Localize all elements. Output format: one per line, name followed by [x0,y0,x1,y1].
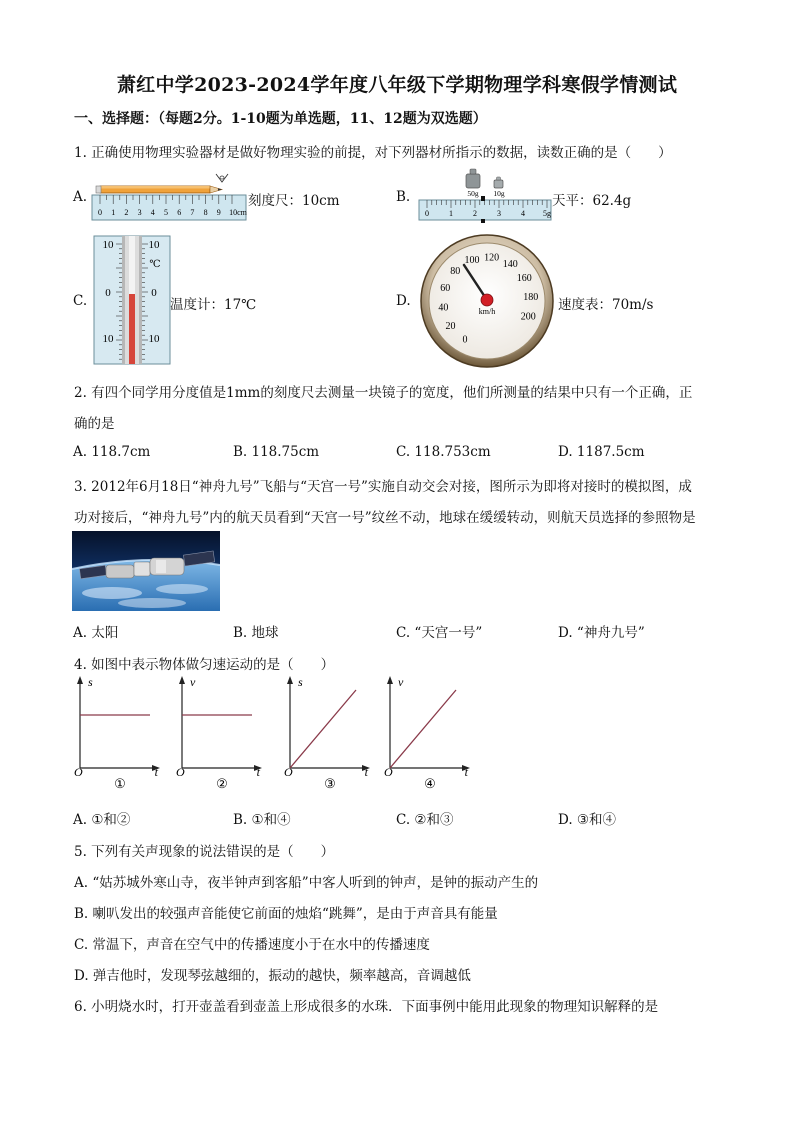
q5-option-a: A. “姑苏城外寒山寺，夜半钟声到客船”中客人听到的钟声，是钟的振动产生的 [74,875,539,891]
q3-option-a: A. 太阳 [73,625,119,641]
section-heading: 一、选择题：（每题2分。1-10题为单选题，11、12题为双选题） [74,111,487,127]
speed-dial-label: 140 [502,259,518,271]
speed-dial-label: 20 [445,321,456,333]
speed-dial-label: 80 [450,265,461,277]
motion-graph [70,672,166,790]
graph-origin: O [284,765,293,779]
q4-option-d: D. ③和④ [558,812,617,828]
q1-a-text: 刻度尺：10cm [248,193,340,209]
ruler-label: 5 [164,208,168,217]
graph-caption: ① [114,776,126,790]
speed-dial-label: 180 [523,291,539,303]
ruler-label: 6 [177,208,182,217]
weight-10g-label: 10g [493,189,505,198]
graph-caption: ② [216,776,228,790]
ruler-label: 0 [98,208,102,217]
spacecraft-image [72,531,220,611]
q2-stem-line1: 2. 有四个同学用分度值是1mm的刻度尺去测量一块镜子的宽度，他们所测量的结果中只有一个正确，正 [74,385,693,401]
ruler-label: 10cm [229,208,247,217]
speedometer-figure [417,234,557,368]
graph-line [290,690,356,768]
graph-caption: ③ [324,776,336,790]
balance-scale-label: 1 [449,209,453,218]
q4-option-b: B. ①和④ [233,812,291,828]
balance-scale-label: 2 [473,209,477,218]
q2-stem-line2: 确的是 [74,416,115,432]
q6-stem: 6. 小明烧水时，打开壶盖看到壶盖上形成很多的水珠．下面事例中能用此现象的物理知识解释的是 [74,999,659,1015]
speed-dial-label: 200 [520,311,536,323]
q2-option-c: C. 118.753cm [396,444,491,460]
thermo-left-top: 10 [102,239,114,251]
speed-dial-label: 160 [516,273,532,285]
graph-ylabel: s [298,675,303,689]
q4-option-a: A. ①和② [73,812,131,828]
graph-xlabel: t [364,765,368,779]
q4-option-c: C. ②和③ [396,812,454,828]
motion-graph [172,672,268,790]
graph-caption: ④ [424,776,436,790]
graph-ylabel: v [190,675,196,689]
ruler-label: 8 [203,208,208,217]
graph-origin: O [384,765,393,779]
q2-option-d: D. 1187.5cm [558,444,645,460]
q2-option-a: A. 118.7cm [73,444,151,460]
graph-line [390,690,456,768]
weight-50g-label: 50g [467,189,479,198]
mercury-column [129,294,135,364]
q1-d-letter: D. [396,293,411,309]
motion-graph [280,672,376,790]
q3-option-b: B. 地球 [233,625,279,641]
ruler-label: 4 [150,208,155,217]
motion-graph [380,672,476,790]
q1-b-letter: B. [396,189,411,205]
q1-c-letter: C. [73,293,88,309]
thermo-right-bottom: 10 [148,333,160,345]
thermometer-figure [92,234,174,366]
speed-dial-label: 0 [462,334,468,346]
balance-figure [415,166,555,224]
graph-xlabel: t [256,765,260,779]
graph-ylabel: s [88,675,93,689]
speed-unit: km/h [478,307,496,316]
speed-dial-label: 120 [484,252,500,264]
ruler-label: 7 [190,208,195,217]
speed-dial-label: 40 [438,302,449,314]
ruler-label: 9 [216,208,221,217]
q1-a-letter: A. [73,189,88,205]
graph-origin: O [176,765,185,779]
rider-marker [481,196,485,201]
thermo-left-bottom: 10 [102,333,114,345]
page-title: 萧红中学2023-2024学年度八年级下学期物理学科寒假学情测试 [116,74,678,96]
ruler-label: 2 [124,208,129,217]
q1-stem: 1. 正确使用物理实验器材是做好物理实验的前提，对下列器材所指示的数据，读数正确的是（ ） [74,145,672,161]
thermo-right-mid: 0 [151,287,157,299]
ruler-figure [90,168,250,224]
thermo-right-top: 10 [148,239,160,251]
balance-scale-label: 3 [497,209,501,218]
q1-b-text: 天平：62.4g [552,193,632,209]
q5-option-c: C. 常温下，声音在空气中的传播速度小于在水中的传播速度 [74,937,430,953]
q2-option-b: B. 118.75cm [233,444,320,460]
ruler-label: 1 [111,208,116,217]
graph-xlabel: t [464,765,468,779]
graph-origin: O [74,765,83,779]
q4-stem: 4. 如图中表示物体做匀速运动的是（ ） [74,657,335,673]
thermo-unit: ℃ [149,259,161,270]
q5-stem: 5. 下列有关声现象的说法错误的是（ ） [74,844,335,860]
graph-xlabel: t [154,765,158,779]
balance-scale-label: 0 [425,209,429,218]
q3-option-d: D. “神舟九号” [558,625,645,641]
q5-option-b: B. 喇叭发出的较强声音能使它前面的烛焰“跳舞”，是由于声音具有能量 [74,906,498,922]
q3-option-c: C. “天宫一号” [396,625,483,641]
q3-stem-line2: 功对接后，“神舟九号”内的航天员看到“天宫一号”纹丝不动，地球在缓缓转动，则航天员选择的参照物是 [74,510,696,526]
q1-d-text: 速度表：70m/s [558,297,654,313]
speed-dial-label: 100 [464,255,480,267]
q5-option-d: D. 弹吉他时，发现琴弦越细的，振动的越快，频率越高，音调越低 [74,968,471,984]
balance-scale-label: 4 [521,209,525,218]
thermo-left-mid: 0 [105,287,111,299]
balance-scale-label: 5g [543,209,551,218]
speed-dial-label: 60 [440,282,451,294]
q1-c-text: 温度计：17℃ [170,297,257,313]
graph-ylabel: v [398,675,404,689]
q3-stem-line1: 3. 2012年6月18日“神舟九号”飞船与“天宫一号”实施自动交会对接，图所示为即将对接时的模拟图，成 [74,479,692,495]
ruler-label: 3 [137,208,142,217]
